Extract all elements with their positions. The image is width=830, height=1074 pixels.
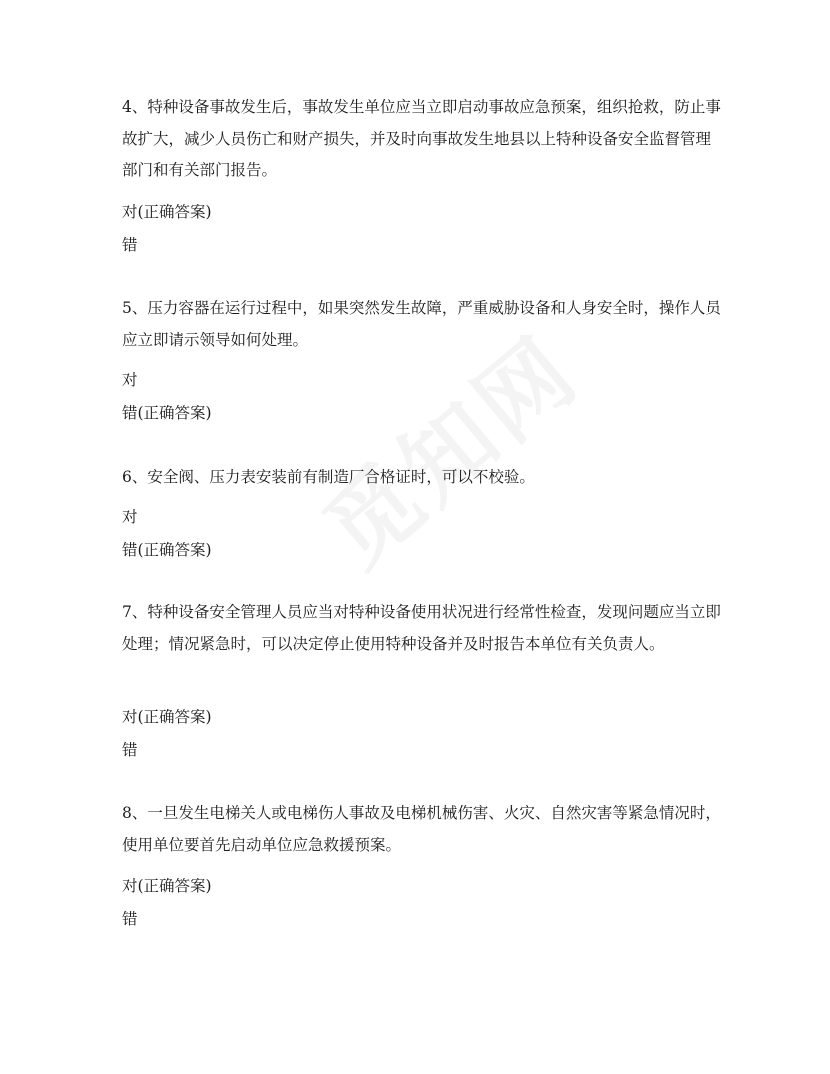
option-true[interactable]: 对(正确答案) <box>122 203 212 221</box>
option-false[interactable]: 错 <box>122 910 138 928</box>
option-false[interactable]: 错 <box>122 236 138 254</box>
option-true[interactable]: 对(正确答案) <box>122 708 212 726</box>
option-false[interactable]: 错 <box>122 741 138 759</box>
question-text: 4、特种设备事故发生后，事故发生单位应当立即启动事故应急预案，组织抢救，防止事故扩大，减少人员伤亡和财产损失，并及时向事故发生地县以上特种设备安全监督管理部门和有关部门报告。 <box>122 98 721 179</box>
option-true[interactable]: 对(正确答案) <box>122 877 212 895</box>
question-text: 7、特种设备安全管理人员应当对特种设备使用状况进行经常性检查，发现问题应当立即处理；情况紧急时，可以决定停止使用特种设备并及时报告本单位有关负责人。 <box>122 603 721 653</box>
option-true[interactable]: 对 <box>122 508 138 526</box>
option-false[interactable]: 错(正确答案) <box>122 404 212 422</box>
question-text: 6、安全阀、压力表安装前有制造厂合格证时，可以不校验。 <box>122 468 535 486</box>
question-text: 5、压力容器在运行过程中，如果突然发生故障，严重威胁设备和人身安全时，操作人员应立即请示领导如何处理。 <box>122 299 721 349</box>
question-text: 8、一旦发生电梯关人或电梯伤人事故及电梯机械伤害、火灾、自然灾害等紧急情况时，使用单位要首先启动单位应急救援预案。 <box>122 804 721 854</box>
option-false[interactable]: 错(正确答案) <box>122 541 212 559</box>
option-true[interactable]: 对 <box>122 371 138 389</box>
